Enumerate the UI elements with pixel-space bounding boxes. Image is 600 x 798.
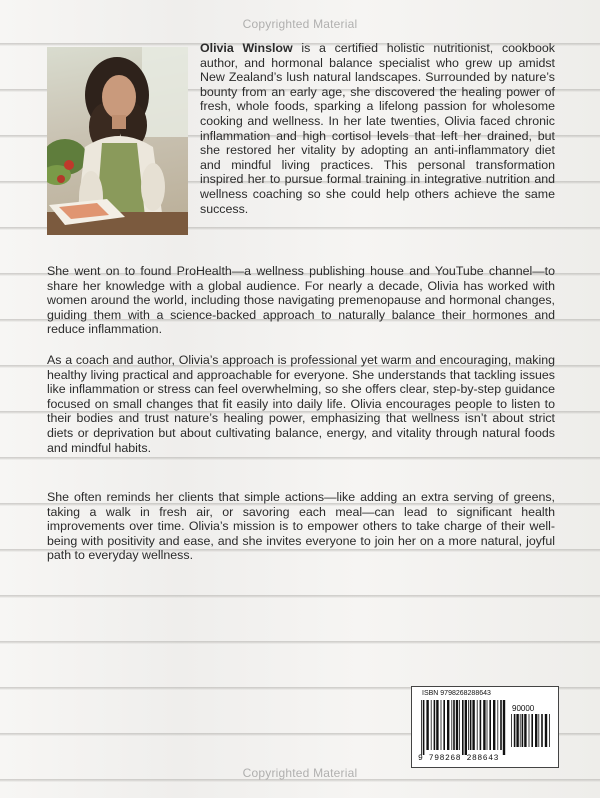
copyright-watermark-bottom: Copyrighted Material: [242, 766, 358, 780]
bio-paragraph-mission: She often reminds her clients that simple actions—like adding an extra serving of greens, taking a walk in fresh air, or savoring each meal—can lead to significant health improvements over time. Olivia’s mission is to empower others to take charge of their well-being with positivity and ease, and she invites everyone to join her on a more natural, joyful path to everyday wellness.: [47, 490, 555, 563]
bio-paragraph-prohealth: She went on to found ProHealth—a wellness publishing house and YouTube channel—to share her knowledge with a global audience. For nearly a decade, Olivia has worked with women around the world, including those navigating premenopause and hormonal changes, guiding them with a science-backed approach to naturally balance their hormones and reduce inflammation.: [47, 264, 555, 337]
barcode-bars: [420, 700, 508, 755]
author-name: Olivia Winslow: [200, 41, 293, 55]
isbn-label: ISBN 9798268288643: [422, 690, 491, 697]
copyright-watermark-top: Copyrighted Material: [242, 17, 358, 31]
author-photo-illustration: [47, 47, 188, 235]
price-code: 90000: [512, 704, 535, 713]
author-bio-intro: [200, 41, 555, 216]
author-photo: [47, 47, 188, 235]
isbn-barcode: [411, 686, 559, 768]
price-barcode-bars: [510, 714, 552, 752]
bio-paragraph-approach: As a coach and author, Olivia’s approach is professional yet warm and encouraging, making healthy living practical and approachable for everyone. She understands that tackling issues like inflammation or stress can feel overwhelming, so she offers clear, step-by-step guidance focused on small changes that fit easily into daily life. Olivia encourages people to listen to their bodies and trust nature’s healing power, emphasizing that wellness isn’t about strict diets or deprivation but about cultivating balance, energy, and vitality through natural foods and mindful habits.: [47, 353, 555, 455]
barcode-digits: 9 798268 288643: [418, 754, 500, 763]
author-bio-intro-text: is a certified holistic nutritionist, cookbook author, and hormonal balance specialist who grew up amidst New Zealand’s lush natural landscapes. Surrounded by nature’s bounty from an early age, she discovered the healing power of fresh, whole foods, sparking a lifelong passion for wholesome cooking and wellness. In her late twenties, Olivia faced chronic inflammation and high cortisol levels that left her drained, but she restored her vitality by adopting an anti-inflammatory diet and mindful living practices. This personal transformation inspired her to pursue formal training in integrative nutrition and wellness coaching so she could help others achieve the same success.: [200, 41, 555, 216]
